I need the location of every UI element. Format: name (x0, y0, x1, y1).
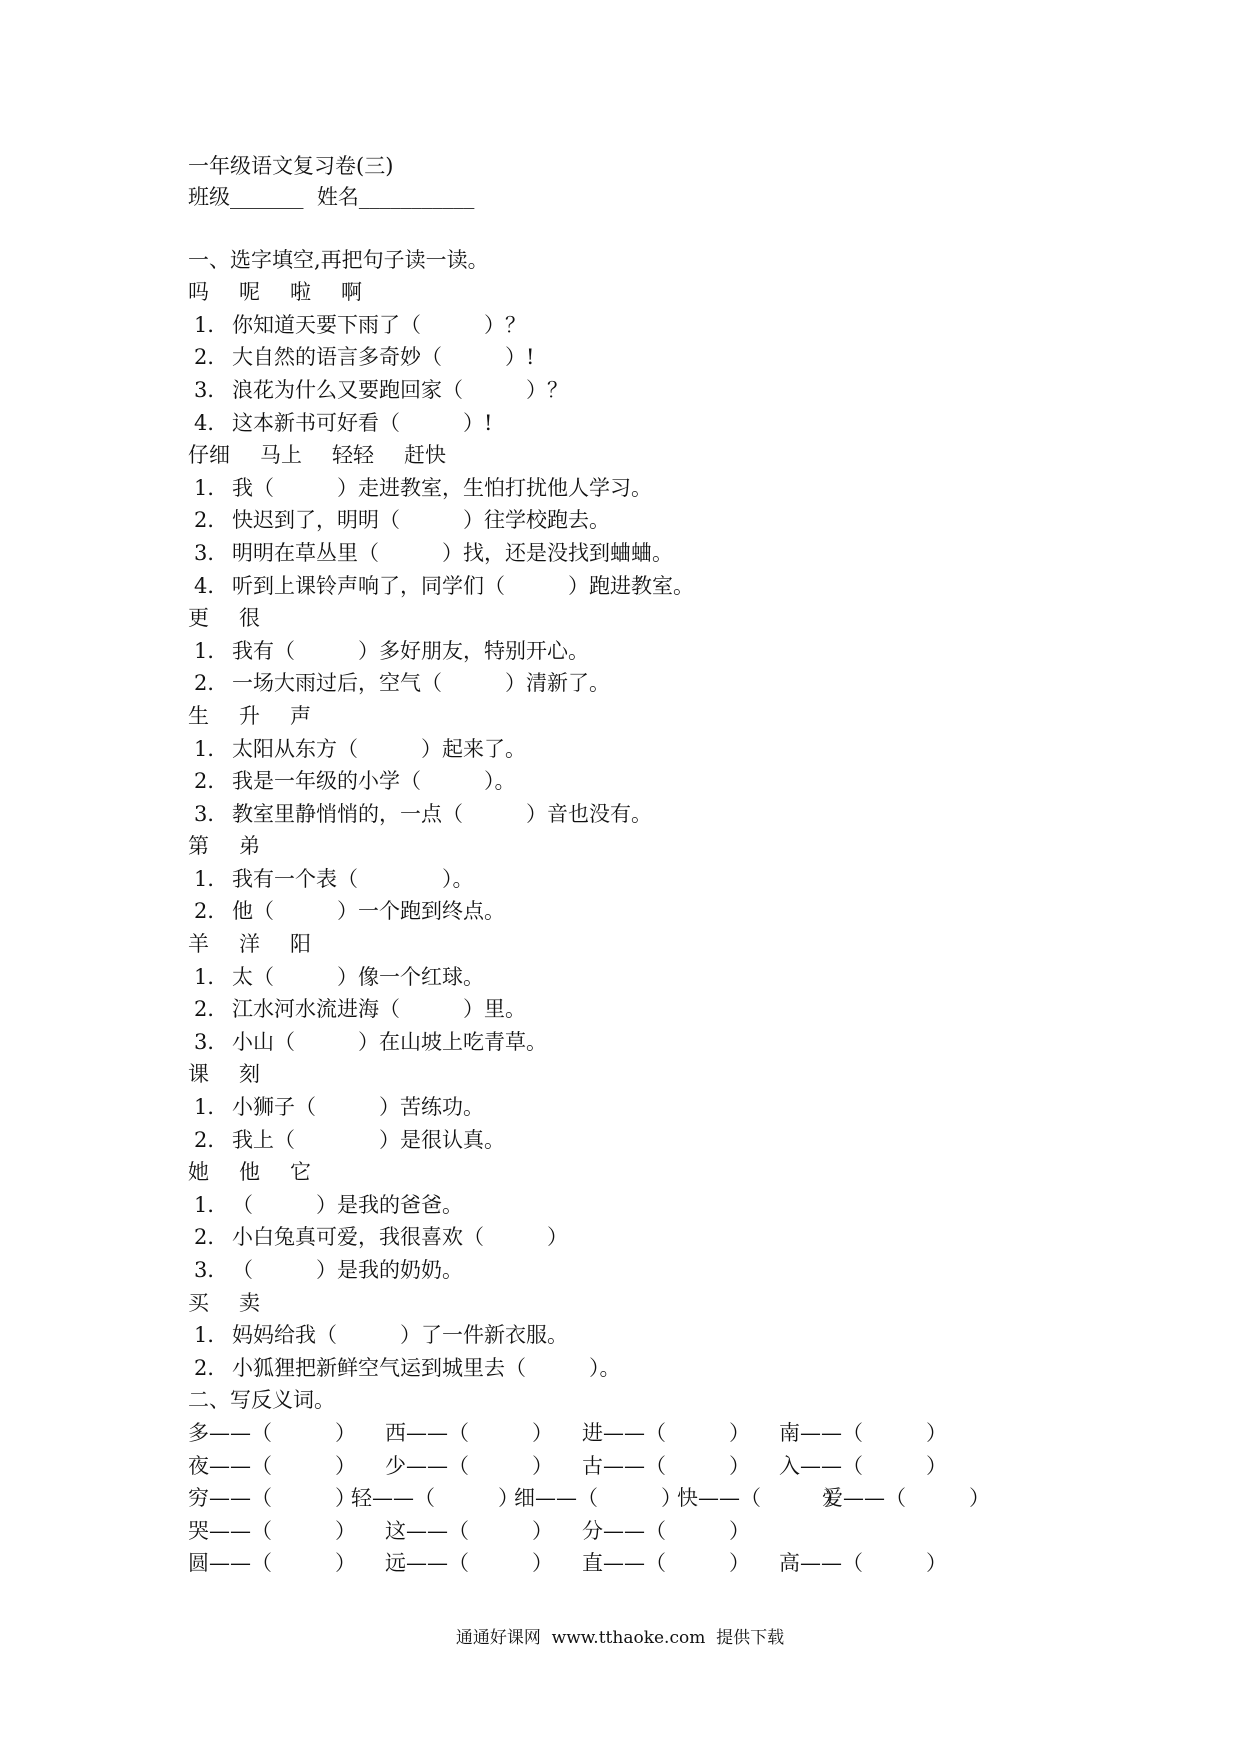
section-2-antonyms (188, 1417, 1088, 1580)
choice-word: 羊 (188, 932, 209, 957)
class-field: 班级_______ (188, 185, 304, 209)
question-text: 听到上课铃声响了，同学们（ ）跑进教室。 (232, 573, 694, 598)
choice-word: 声 (290, 703, 311, 728)
antonym-item: 爱——（ ） (822, 1486, 990, 1511)
page-title: 一年级语文复习卷(三) (188, 154, 394, 178)
choice-words (188, 276, 1088, 309)
question-item (188, 504, 1088, 537)
antonym-item: 直——（ ） (582, 1551, 750, 1576)
antonym-item: 少——（ ） (385, 1453, 553, 1478)
choice-word: 升 (239, 703, 260, 728)
antonym-item: 细——（ ） (514, 1486, 682, 1511)
choice-word: 很 (239, 606, 260, 631)
question-item (188, 765, 1088, 798)
choice-words (188, 830, 1088, 863)
worksheet (188, 150, 1088, 1580)
question-number: 3． (194, 540, 229, 565)
question-item (188, 733, 1088, 766)
question-text: 小狮子（ ）苦练功。 (232, 1095, 484, 1120)
choice-word: 啦 (290, 280, 311, 305)
question-text: 小山（ ）在山坡上吃青草。 (232, 1029, 547, 1054)
choice-word: 更 (188, 606, 209, 631)
question-text: 这本新书可好看（ ）! (232, 410, 493, 435)
choice-words (188, 700, 1088, 733)
question-item (188, 309, 1088, 342)
antonym-item: 进——（ ） (582, 1420, 750, 1445)
question-number: 1． (194, 964, 229, 989)
question-number: 2． (194, 1225, 229, 1250)
question-text: 太阳从东方（ ）起来了。 (232, 736, 526, 761)
choice-word: 它 (290, 1160, 311, 1185)
antonym-item: 穷——（ ） (188, 1486, 356, 1511)
question-text: 大自然的语言多奇妙（ ）! (232, 345, 535, 370)
antonym-item: 西——（ ） (385, 1420, 553, 1445)
antonym-item: 分——（ ） (582, 1518, 750, 1543)
question-text: 明明在草丛里（ ）找，还是没找到蛐蛐。 (232, 540, 673, 565)
question-item (188, 863, 1088, 896)
choice-word: 生 (188, 703, 209, 728)
antonym-row (188, 1547, 1088, 1580)
question-number: 1． (194, 866, 229, 891)
question-item (188, 961, 1088, 994)
choice-word: 他 (239, 1160, 260, 1185)
question-item (188, 1352, 1088, 1385)
question-item (188, 1091, 1088, 1124)
question-text: 小白兔真可爱，我很喜欢（ ） (232, 1225, 568, 1250)
question-item (188, 1319, 1088, 1352)
question-text: 妈妈给我（ ）了一件新衣服。 (232, 1323, 568, 1348)
question-item (188, 1026, 1088, 1059)
question-item (188, 374, 1088, 407)
question-number: 1． (194, 736, 229, 761)
question-item (188, 1189, 1088, 1222)
antonym-item: 圆——（ ） (188, 1551, 356, 1576)
question-text: 我上（ ）是很认真。 (232, 1127, 505, 1152)
question-number: 4． (194, 573, 229, 598)
section-1-groups (188, 276, 1088, 1384)
choice-word: 轻轻 (332, 443, 374, 468)
antonym-row (188, 1482, 1088, 1515)
antonym-item: 快——（ ） (677, 1486, 845, 1511)
question-number: 1． (194, 1192, 229, 1217)
question-number: 2． (194, 671, 229, 696)
question-text: 一场大雨过后，空气（ ）清新了。 (232, 671, 610, 696)
choice-words (188, 1287, 1088, 1320)
choice-word: 马上 (260, 443, 302, 468)
question-number: 1． (194, 1323, 229, 1348)
choice-word: 洋 (239, 932, 260, 957)
choice-word: 课 (188, 1062, 209, 1087)
antonym-item: 入——（ ） (779, 1453, 947, 1478)
choice-words (188, 1058, 1088, 1091)
question-number: 2． (194, 345, 229, 370)
antonym-item: 古——（ ） (582, 1453, 750, 1478)
antonym-item: 夜——（ ） (188, 1453, 356, 1478)
choice-word: 仔细 (188, 443, 230, 468)
question-text: （ ）是我的奶奶。 (232, 1258, 463, 1282)
question-number: 1． (194, 1095, 229, 1120)
antonym-item: 高——（ ） (779, 1551, 947, 1576)
question-text: 教室里静悄悄的，一点（ ）音也没有。 (232, 801, 652, 826)
question-text: 我是一年级的小学（ ）。 (232, 769, 516, 794)
question-text: 小狐狸把新鲜空气运到城里去（ ）。 (232, 1355, 621, 1380)
choice-word: 卖 (239, 1290, 260, 1315)
antonym-item: 轻——（ ） (351, 1486, 519, 1511)
choice-words (188, 602, 1088, 635)
antonym-row (188, 1417, 1088, 1450)
question-item (188, 798, 1088, 831)
choice-word: 赶快 (404, 443, 446, 468)
question-number: 3． (194, 1029, 229, 1054)
question-text: 太（ ）像一个红球。 (232, 964, 484, 989)
question-item (188, 993, 1088, 1026)
question-number: 3． (194, 1258, 229, 1282)
antonym-item: 远——（ ） (385, 1551, 553, 1576)
question-item (188, 635, 1088, 668)
choice-word: 阳 (290, 932, 311, 957)
choice-words (188, 439, 1088, 472)
choice-word: 弟 (239, 834, 260, 859)
section-1-title: 一、选字填空,再把句子读一读。 (188, 247, 489, 272)
question-number: 1． (194, 475, 229, 500)
antonym-row (188, 1515, 1088, 1548)
question-item (188, 472, 1088, 505)
question-number: 2． (194, 1127, 229, 1152)
student-info (188, 181, 1088, 214)
choice-word: 买 (188, 1290, 209, 1315)
section-2-title: 二、写反义词。 (188, 1388, 335, 1413)
spacer (188, 214, 1088, 244)
question-item (188, 1221, 1088, 1254)
question-item (188, 341, 1088, 374)
question-number: 2． (194, 508, 229, 533)
question-text: 江水河水流进海（ ）里。 (232, 997, 526, 1022)
question-text: 快迟到了，明明（ ）往学校跑去。 (232, 508, 610, 533)
question-text: 我（ ）走进教室，生怕打扰他人学习。 (232, 475, 652, 500)
antonym-item: 南——（ ） (779, 1420, 947, 1445)
question-number: 3． (194, 377, 229, 402)
question-text: （ ）是我的爸爸。 (232, 1192, 463, 1217)
choice-words (188, 1156, 1088, 1189)
footer-credit: 通通好课网 www.tthaoke.com 提供下载 (455, 1628, 785, 1648)
question-item (188, 1124, 1088, 1157)
question-number: 3． (194, 801, 229, 826)
question-number: 2． (194, 769, 229, 794)
question-text: 我有一个表（ ）。 (232, 866, 474, 891)
choice-word: 她 (188, 1160, 209, 1185)
antonym-row (188, 1450, 1088, 1483)
question-text: 我有（ ）多好朋友，特别开心。 (232, 638, 589, 663)
antonym-item: 这——（ ） (385, 1518, 553, 1543)
question-text: 你知道天要下雨了（ ）？ (232, 312, 526, 337)
question-number: 2． (194, 1355, 229, 1380)
choice-word: 吗 (188, 280, 209, 305)
question-text: 他（ ）一个跑到终点。 (232, 899, 505, 924)
antonym-item: 多——（ ） (188, 1420, 356, 1445)
question-number: 2． (194, 997, 229, 1022)
name-field: 姓名___________ (316, 185, 475, 209)
question-item (188, 570, 1088, 603)
choice-word: 第 (188, 834, 209, 859)
question-item (188, 895, 1088, 928)
choice-word: 刻 (239, 1062, 260, 1087)
question-item (188, 1254, 1088, 1287)
choice-words (188, 928, 1088, 961)
question-item (188, 537, 1088, 570)
question-number: 2． (194, 899, 229, 924)
question-number: 4． (194, 410, 229, 435)
question-text: 浪花为什么又要跑回家（ ）？ (232, 377, 568, 402)
question-item (188, 667, 1088, 700)
question-number: 1． (194, 638, 229, 663)
choice-word: 啊 (341, 280, 362, 305)
choice-word: 呢 (239, 280, 260, 305)
antonym-item: 哭——（ ） (188, 1518, 356, 1543)
question-item (188, 407, 1088, 440)
question-number: 1． (194, 312, 229, 337)
